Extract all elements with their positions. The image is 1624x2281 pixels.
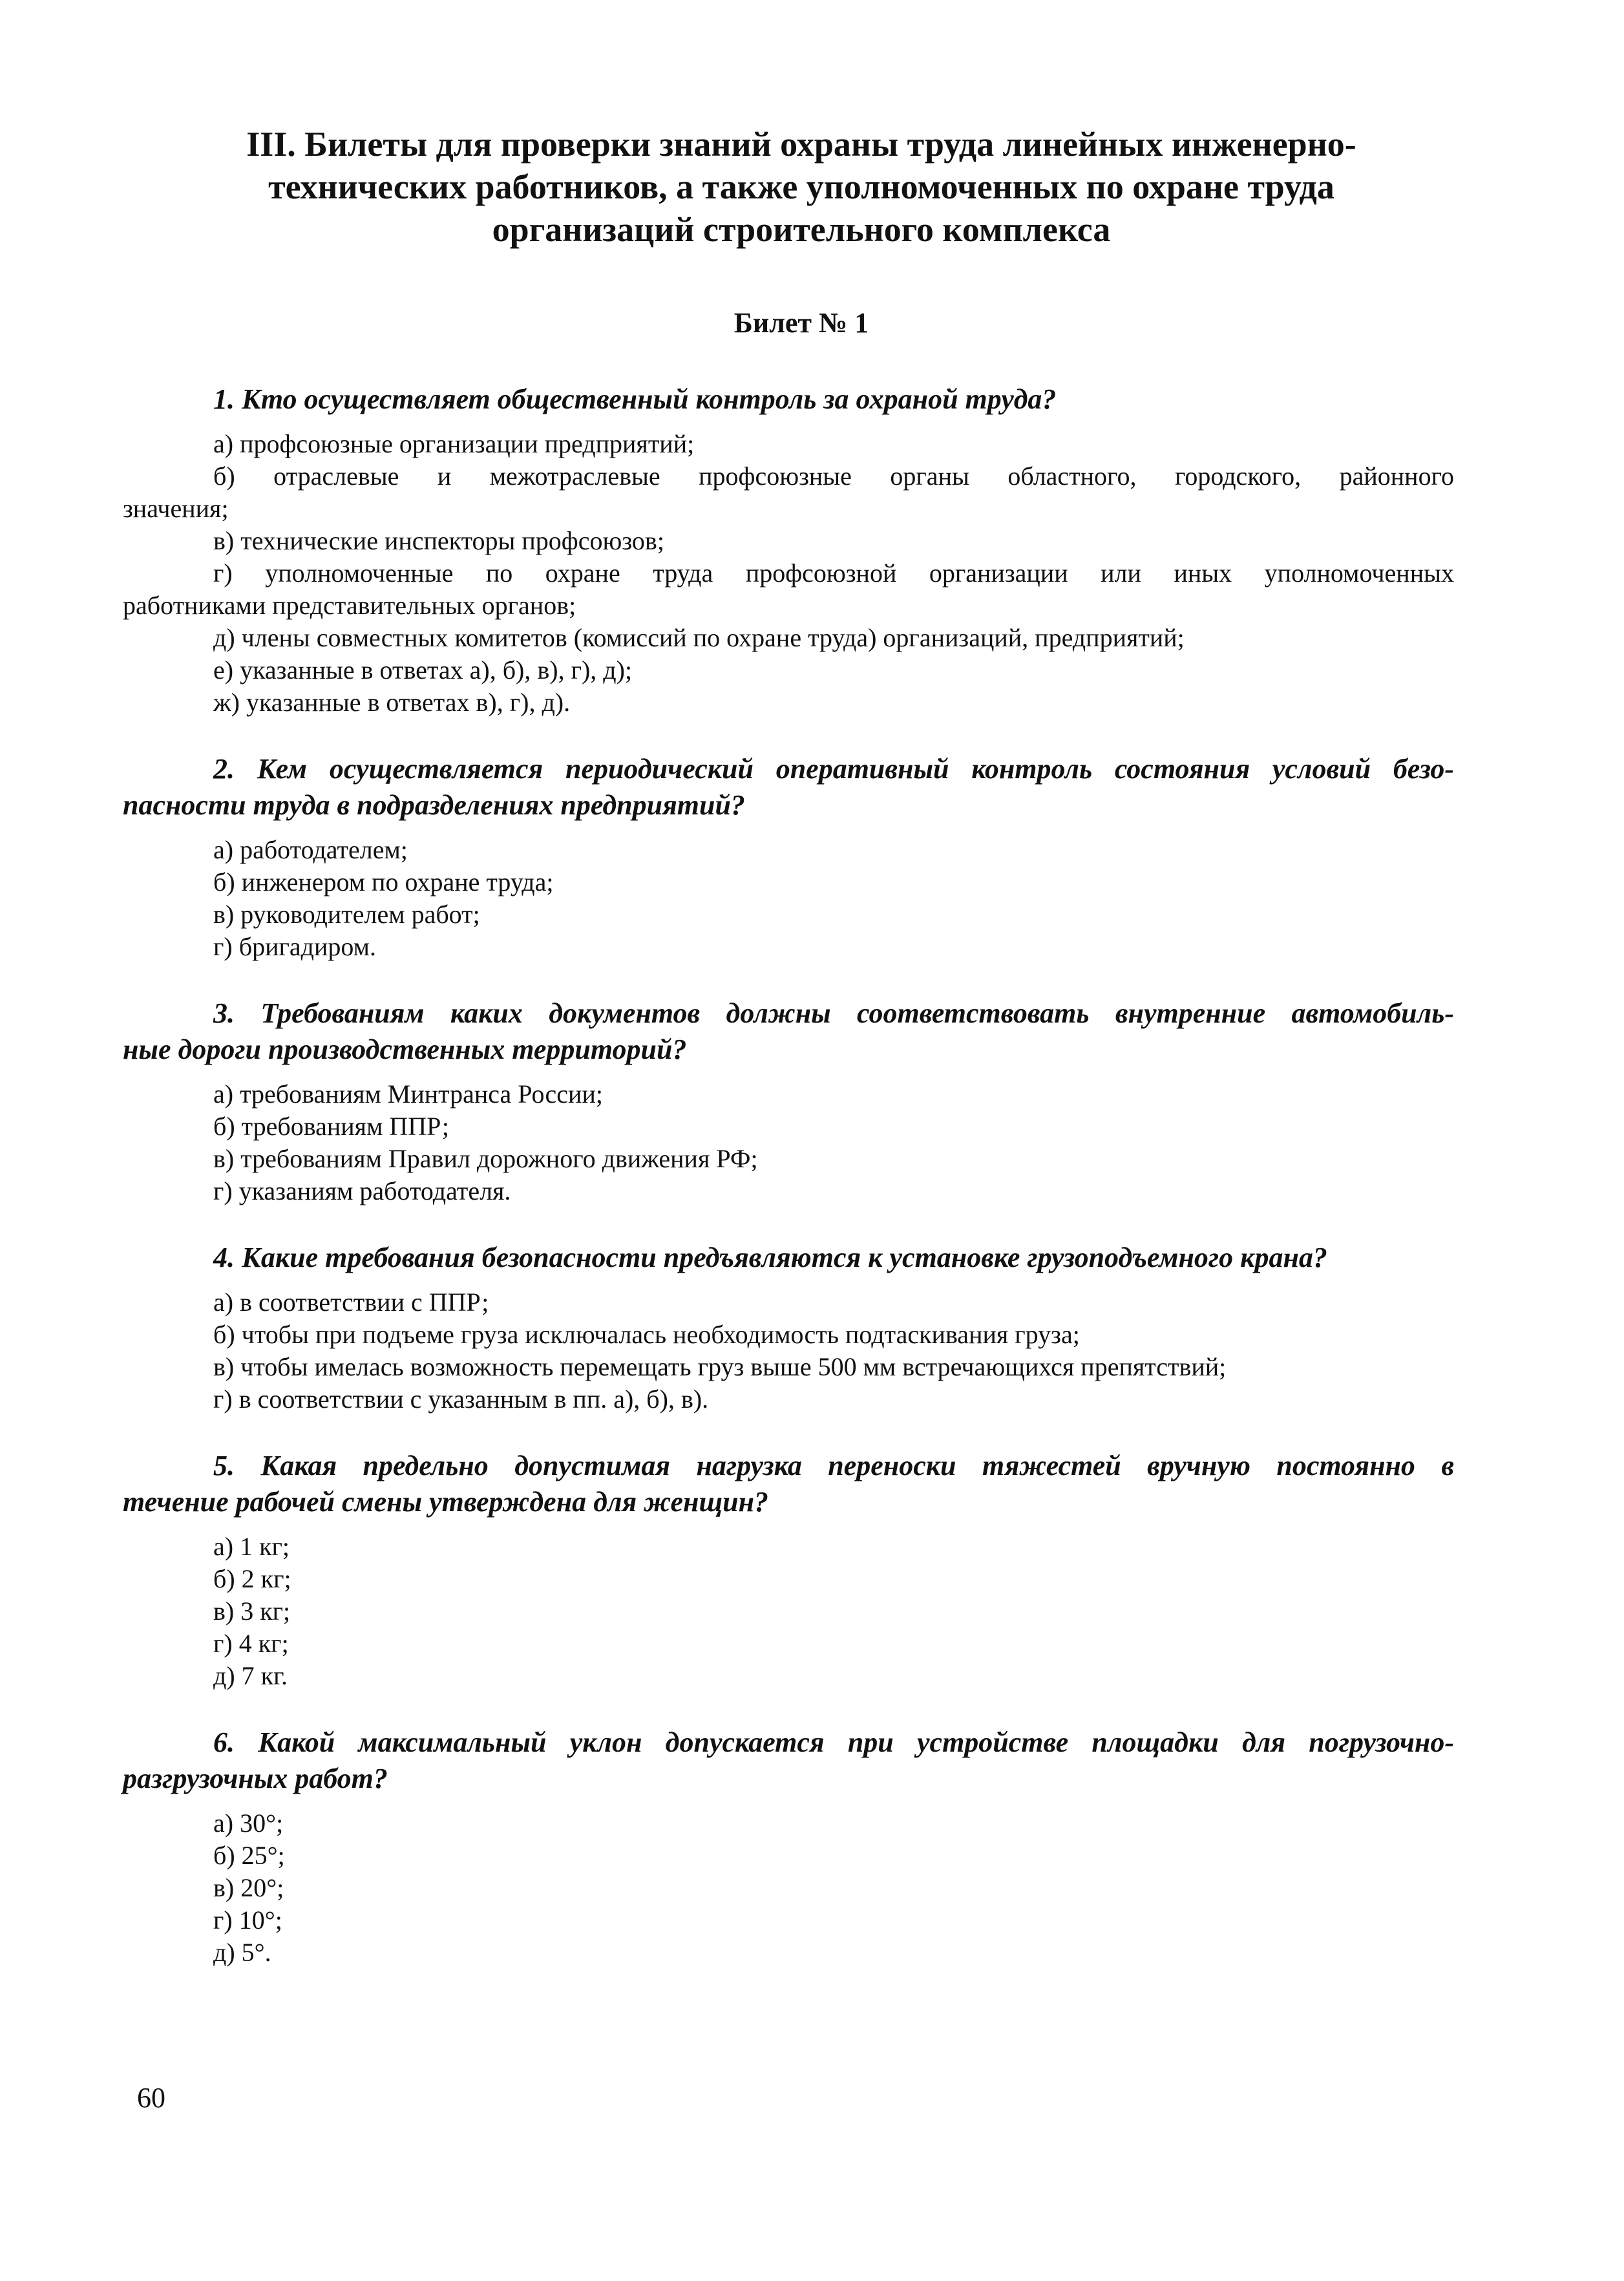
answer-option: а) в соответствии с ППР; — [213, 1288, 489, 1317]
answer-option: д) 5°. — [213, 1938, 271, 1967]
answer-option: б) 25°; — [213, 1841, 285, 1870]
answer-option: а) требованиям Минтранса России; — [213, 1079, 603, 1109]
answer-option: а) работодателем; — [213, 835, 408, 864]
question-block — [123, 995, 1454, 1207]
answer-list — [123, 1807, 1454, 1969]
answer-list — [123, 834, 1454, 963]
question-text — [123, 381, 1454, 418]
chapter-title — [149, 123, 1454, 251]
answer-option: ж) указанные в ответах в), г), д). — [213, 688, 571, 717]
answer-option: б) чтобы при подъеме груза исключалась необходимость подтаскивания груза; — [213, 1320, 1080, 1349]
answer-option: в) 20°; — [213, 1873, 284, 1902]
question-text — [123, 1448, 1454, 1520]
answer-option: а) 1 кг; — [213, 1532, 290, 1561]
question-block — [123, 1448, 1454, 1692]
answer-option — [123, 460, 1454, 525]
answer-option: г) 10°; — [213, 1905, 282, 1935]
answer-option: б) 2 кг; — [213, 1564, 291, 1593]
answer-list — [123, 1078, 1454, 1207]
answer-option: е) указанные в ответах а), б), в), г), д); — [213, 655, 633, 684]
answer-option: б) инженером по охране труда; — [213, 867, 554, 896]
page-content — [123, 123, 1454, 1969]
ticket-title: Билет № 1 — [733, 307, 869, 339]
question-block — [123, 751, 1454, 963]
question-block — [123, 1724, 1454, 1969]
answer-option: в) технические инспекторы профсоюзов; — [213, 526, 664, 555]
answer-line: г) уполномоченные по охране труда профсоюзной организации или иных уполномоченных — [213, 558, 1454, 588]
answer-option: г) в соответствии с указанным в пп. а), б), в). — [213, 1385, 709, 1414]
answer-line: работниками представительных органов; — [123, 591, 576, 620]
answer-option: в) чтобы имелась возможность перемещать груз выше 500 мм встречающихся препятствий; — [213, 1352, 1227, 1381]
question-line: 6. Какой максимальный уклон допускается при устройстве площадки для погрузочно- — [213, 1726, 1454, 1758]
answer-line: значения; — [123, 494, 229, 523]
answer-option: в) 3 кг; — [213, 1597, 291, 1626]
chapter-title-line: III. Билеты для проверки знаний охраны труда линейных инженерно- — [246, 125, 1356, 164]
question-text — [123, 1240, 1454, 1276]
question-line: 4. Какие требования безопасности предъявляются к установке грузоподъемного крана? — [213, 1242, 1327, 1273]
question-line: разгрузочных работ? — [123, 1763, 388, 1794]
question-line: 2. Кем осуществляется периодический оперативный контроль состояния условий безо- — [213, 753, 1454, 785]
question-line: течение рабочей смены утверждена для женщин? — [123, 1486, 769, 1518]
answer-option: а) 30°; — [213, 1809, 284, 1838]
chapter-title-line: организаций строительного комплекса — [492, 210, 1111, 249]
question-line: 5. Какая предельно допустимая нагрузка переноски тяжестей вручную постоянно в — [213, 1450, 1454, 1481]
answer-option: д) 7 кг. — [213, 1661, 288, 1690]
question-block — [123, 1240, 1454, 1416]
question-block — [123, 381, 1454, 719]
answer-option: г) 4 кг; — [213, 1629, 289, 1658]
question-line: ные дороги производственных территорий? — [123, 1034, 687, 1065]
answer-option: г) указаниям работодателя. — [213, 1176, 511, 1205]
question-line: 3. Требованиям каких документов должны соответствовать внутренние автомобиль- — [213, 997, 1454, 1029]
answer-option — [123, 557, 1454, 622]
question-line: пасности труда в подразделениях предприятий? — [123, 789, 745, 821]
page-number: 60 — [137, 2082, 165, 2114]
answer-list — [123, 428, 1454, 719]
answer-option: а) профсоюзные организации предприятий; — [213, 429, 695, 458]
answer-option: б) требованиям ППР; — [213, 1112, 449, 1141]
answer-list — [123, 1531, 1454, 1692]
answer-line: б) отраслевые и межотраслевые профсоюзные органы областного, городского, районного — [213, 462, 1454, 491]
question-text — [123, 995, 1454, 1068]
question-text — [123, 1724, 1454, 1797]
answer-option: в) руководителем работ; — [213, 900, 480, 929]
answer-option: д) члены совместных комитетов (комиссий по охране труда) организаций, предприятий; — [213, 623, 1185, 652]
answer-option: г) бригадиром. — [213, 932, 376, 961]
chapter-title-line: технических работников, а также уполномоченных по охране труда — [268, 167, 1334, 206]
question-line: 1. Кто осуществляет общественный контроль за охраной труда? — [213, 383, 1057, 415]
question-text — [123, 751, 1454, 823]
answer-list — [123, 1286, 1454, 1416]
answer-option: в) требованиям Правил дорожного движения РФ; — [213, 1144, 758, 1173]
